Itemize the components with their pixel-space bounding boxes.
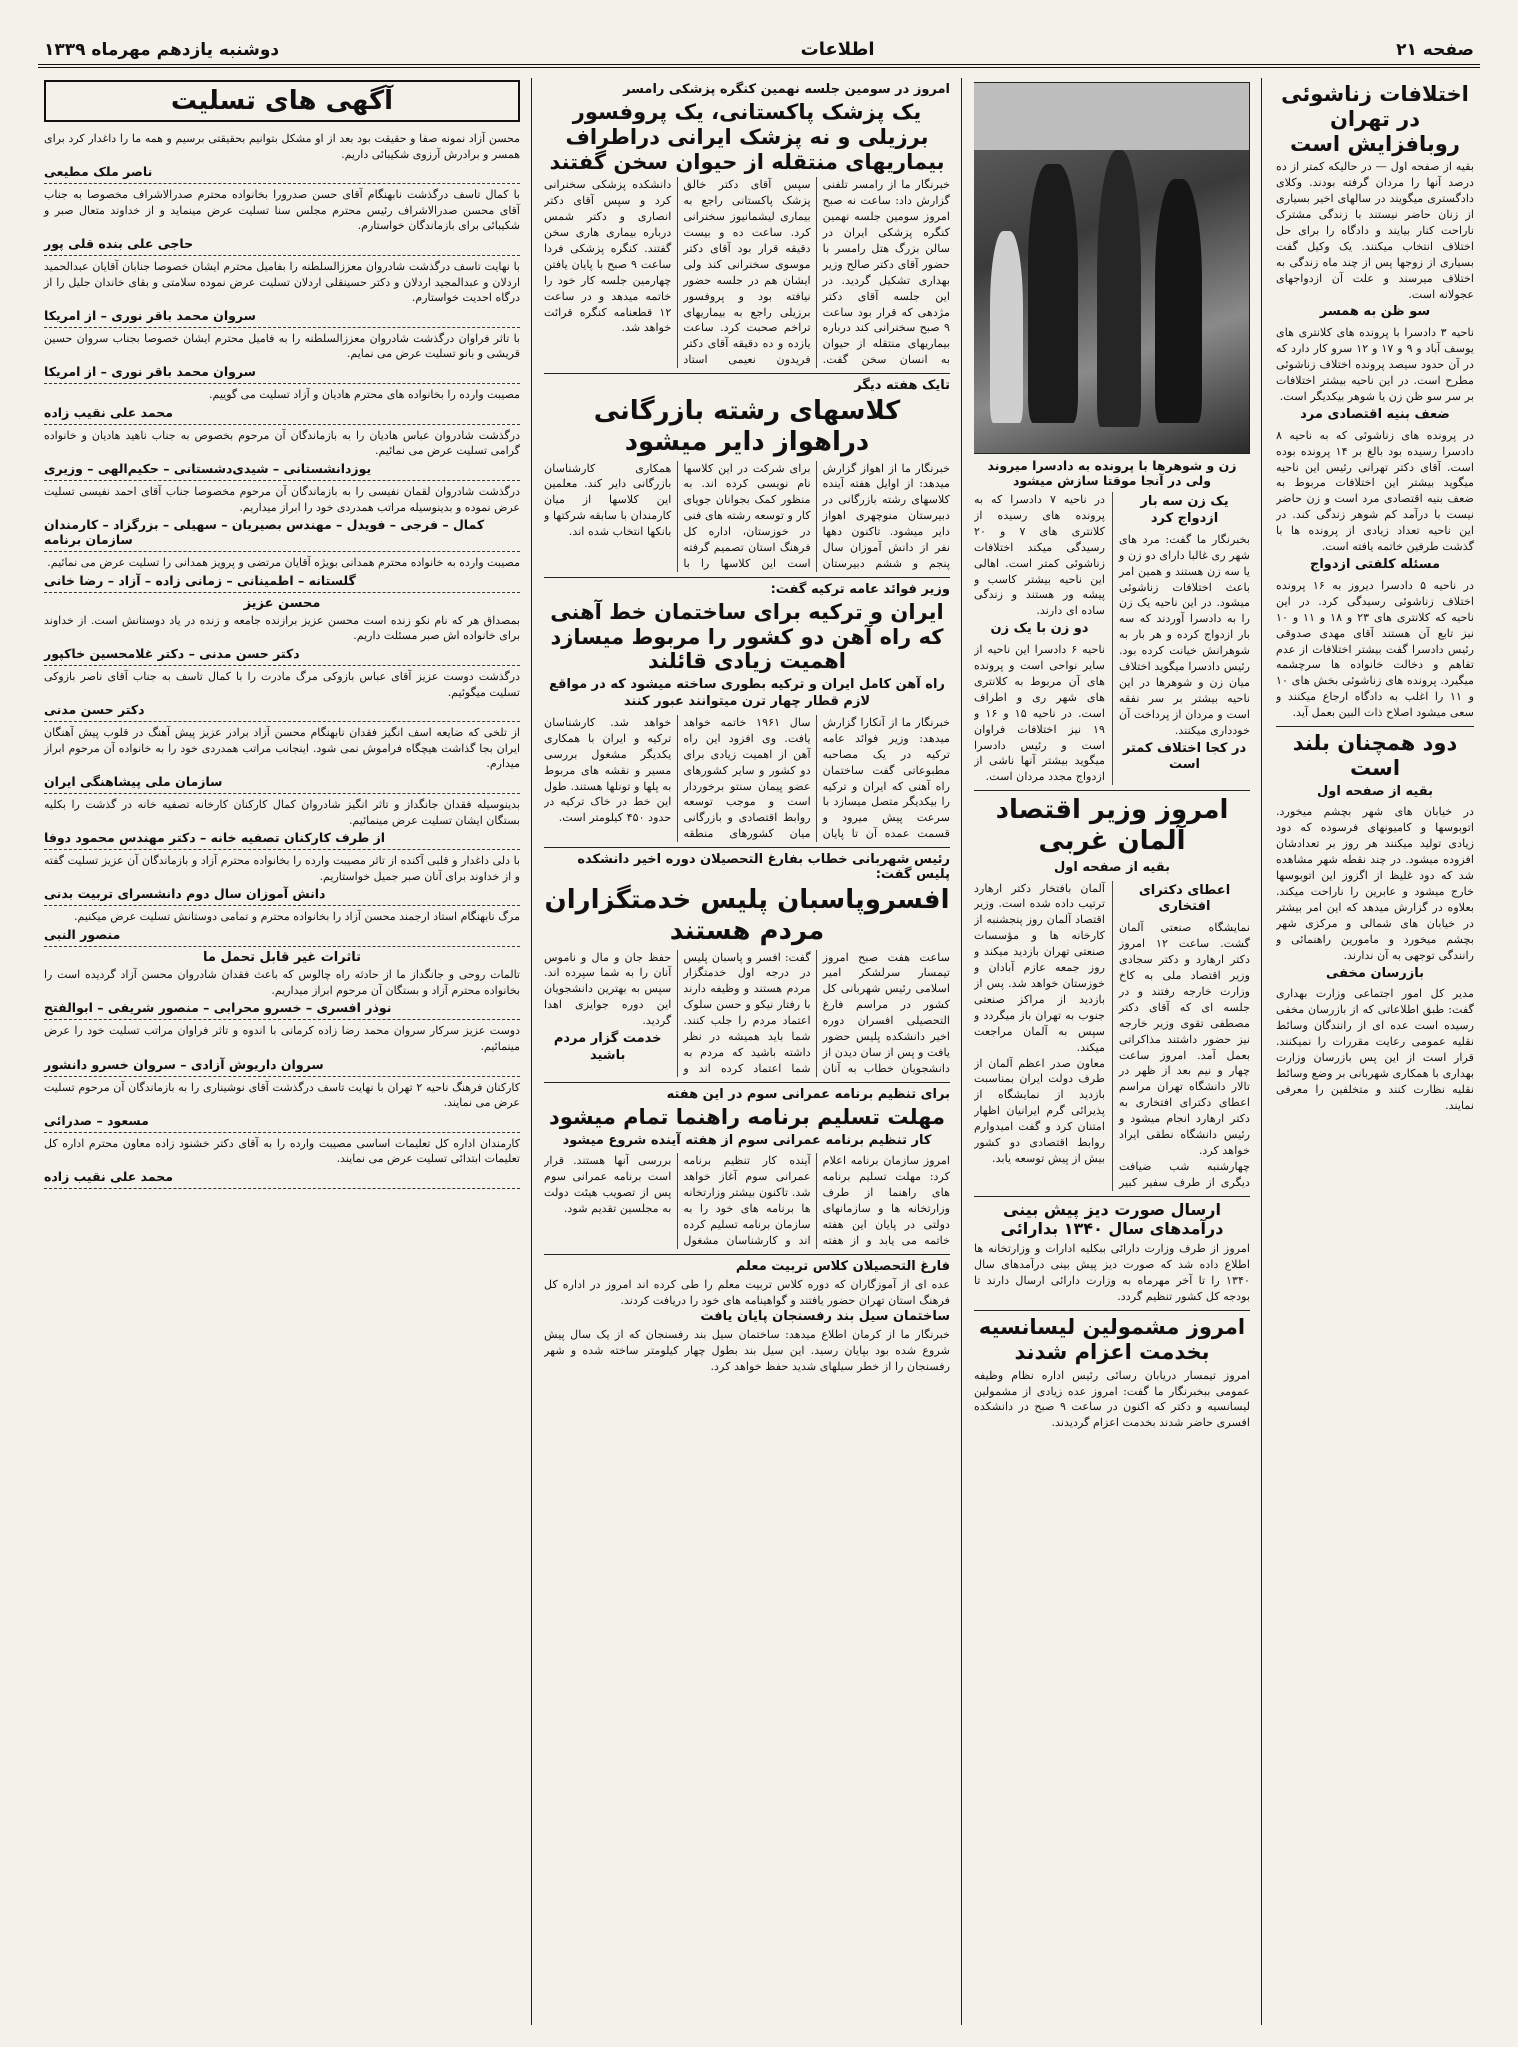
subheading: بازرسان مخفی	[1326, 965, 1424, 981]
condolence-notice	[44, 947, 520, 1020]
column-divider	[531, 78, 532, 2025]
kicker: امروز در سومین جلسه نهمین کنگره پزشکی رامسر	[623, 82, 950, 97]
article-text: ناحیه ۳ دادسرا با پرونده های کلانتری های یوسف آباد و ۹ و ۱۷ و ۱۲ سرو کار دارد که در آن حدود سیصد پرونده اختلاف زناشوئی مطرح است. در این ناحیه بیشتر اختلافات بر سر سو ظن زن یا شوهر بیکدیگر است.	[1276, 326, 1474, 403]
notice-text: با نهایت تاسف درگذشت شادروان معززالسلطنه را بفامیل محترم ایشان خصوصا جنابان آقایان عبدالحمید اردلان و عبدالمجید اردلان و دکتر حسینقلی اردلان تسلیت عرض نموده سلامتی و بقای خاندان جلیل را از درگاه احدیت خواستارم.	[44, 260, 520, 305]
article-text: ناحیه ۶ دادسرا این ناحیه از سایر نواحی است و پرونده های آن مربوط به کلانتری های شهر ری و اطراف است. در ناحیه ۱۵ و ۱۶ و ۱۹ نیز اختلافات فراوان است و رئیس دادسرا میگوید بیشتر آنها ناشی از ازدواج مجدد مردان است.	[974, 643, 1105, 784]
subheading: کار تنظیم برنامه عمرانی سوم از هفته آینده شروع میشود	[562, 1132, 932, 1148]
article-text: امروز از طرف وزارت دارائی ببکلیه ادارات و وزارتخانه ها اطلاع داده شد که صورت دیز پیش بینی درآمدهای سال ۱۳۴۰ را تا آخر مهرماه به وزارت دارائی ارسال دارند تا بودجه کل کشور تنظیم گردد.	[974, 1242, 1250, 1304]
issue-date: دوشنبه یازدهم مهرماه ۱۳۳۹	[44, 40, 280, 60]
notice-text: مصیبت وارده را بخانواده های محترم هادیان و آزاد تسلیت می گوییم.	[209, 388, 520, 402]
notice-text: بمصداق هر که نام نکو زنده است محسن عزیز برازنده جامعه و زنده در یاد دوستانش است. از خداوند برای خانواده اش صبر مسئلت داریم.	[44, 613, 520, 643]
article-text: در ناحیه ۵ دادسرا دیروز به ۱۶ پرونده اختلاف زناشوئی رسیدگی کرد. در این ناحیه که کلانتری های ۲۳ و ۱۸ و ۱۱ و ۱۰ نیز تابع آن هستند آقای مهدی صدوقی رئیس دادسرا گفت بیشتر اختلافات از عدم تفاهم و دخالت خانواده ها سرچشمه میگیرد. پرونده های زناشوئی بخش های ۱۰ و ۱۱ را اغلب به دادگاه ارجاع میکنند و سعی میشود اصلاح ذات البین بعمل آید.	[1276, 578, 1474, 720]
condolence-notice	[44, 128, 520, 184]
subheading: اعطای دکترای افتخاری	[1138, 882, 1231, 915]
column-marriage-disputes	[1270, 78, 1480, 2025]
subheading: سو ظن به همسر	[1319, 304, 1431, 320]
article-text: بقیه از صفحه اول — در حالیکه کمتر از ده درصد آنها را مردان گرفته بودند. وکلای دادگستری میگویند در سالهای اخیر بسیاری از زنان حاضر نیستند با زندگی مشترک ناراحت کنار بیایند و دادگاه را برای حل اختلاف انتخاب میکنند. یک وکیل گفت بسیاری از زوجها پس از چند ماه زندگی به اختلاف میرسند و علت آن ازدواجهای عجولانه است.	[1276, 160, 1474, 301]
notice-title: تاثرات غیر قابل تحمل ما	[202, 950, 361, 966]
condolence-notice	[44, 1020, 520, 1076]
article-text: خبرنگار ما از کرمان اطلاع میدهد: ساختمان سیل بند رفسنجان که از یک سال پیش شروع شده بود بپایان رسید. این سیل بند بطول چهار کیلومتر ساخته شده و شهر رفسنجان را از خطر سیلهای شدید حفظ خواهد کرد.	[544, 1327, 950, 1373]
subheading: دو زن با یک زن	[990, 621, 1089, 637]
kicker: فارغ التحصیلان کلاس تربیت معلم	[735, 1258, 950, 1274]
column-center-news	[538, 78, 956, 2025]
kicker: ساختمان سیل بند رفسنجان پایان یافت	[700, 1308, 950, 1324]
notice-signature: کمال – فرجی – فویدل – مهندس بصیریان – سهیلی – بزرگزاد – کارمندان سازمان برنامه	[44, 517, 485, 548]
notice-text: محسن آزاد نمونه صفا و حقیقت بود بعد از او مشکل بتوانیم بحقیقتی برسیم و همه ما را داغدار کرد برای همسر و برادرش آرزوی شکیبائی داریم.	[44, 132, 520, 161]
condolence-notice	[44, 425, 520, 481]
article-text: بخبرنگار ما گفت: مرد های شهر ری غالبا دارای دو زن و یا سه زن هستند و همین امر باعث اختلافات زناشوئی میشود. در این ناحیه یک زن را به دادسرا آوردند که سه بار ازدواج کرده و هر بار به شوهرانش خیانت کرده بود. رئیس دادسرا میگوید اختلاف میان زن و شوهرها در این ناحیه بیشتر بر سر نفقه است و مردان از پرداخت آن خودداری میکنند.	[1119, 532, 1250, 737]
paper-name: اطلاعات	[800, 39, 875, 60]
article-text: مدیر کل امور اجتماعی وزارت بهداری گفت: طبق اطلاعاتی که از بازرسان مخفی رسیده است عده ای از رانندگان وسائط نقلیه عمومی رعایت مقررات را نمیکنند. قرار است از این پس بازرسان وزارت بهداری با همکاری شهربانی بر وضع وسائط نقلیه نظارت کنند و متخلفین را معرفی نمایند.	[1276, 987, 1474, 1112]
condolence-notice	[44, 794, 520, 850]
notice-signature: مسعود – صدرائی	[44, 1112, 149, 1128]
notice-signature: دکتر حسن مدنی – دکتر غلامحسین خاکپور	[44, 645, 300, 661]
article-text: ساعت هفت صبح امروز تیمسار سرلشکر امیر اسلامی رئیس شهربانی کل کشور در مراسم فارغ التحصیلی افسران دوره اخیر دانشکده پلیس حضور یافت و پس از سان دیدن از دانشجویان خطاب به آنان گفت: افسر و پاسبان پلیس در درجه اول خدمتگزار مردم هستند و وظیفه دارند با رفتار نیکو و حسن سلوک اعتماد مردم را جلب کنند. شما باید همیشه در نظر داشته باشید که مردم به شما اعتماد کرده اند و حفظ جان و مال و ناموس آنان را به شما سپرده اند. سپس به بهترین دانشجویان این دوره جوایزی اهدا گردید.	[544, 950, 950, 1075]
article-text: امروز سازمان برنامه اعلام کرد: مهلت تسلیم برنامه های راهنما از طرف وزارتخانه ها و سازمانهای دولتی در پایان این هفته خاتمه می یابد و از هفته آینده کار تنظیم برنامه عمرانی سوم آغاز خواهد شد. تاکنون بیشتر وزارتخانه ها برنامه های خود را به سازمان برنامه تسلیم کرده اند و کارشناسان مشغول بررسی آنها هستند. قرار است برنامه عمرانی سوم پس از تصویب هیئت دولت به مجلسین تقدیم شود.	[544, 1154, 950, 1247]
notice-text: با دلی داغدار و قلبی آکنده از تاثر مصیبت وارده را بخانواده محترم آزاد و بازماندگان آن عزیز تسلیت گفته و از خداوند برای آنان صبر جمیل خواستاریم.	[44, 854, 520, 883]
headline-budget: ارسال صورت دیز پیش بینی درآمدهای سال ۱۳۴۰ بدارائی	[1000, 1199, 1224, 1238]
subheading: خدمت گزار مردم باشید	[553, 1031, 662, 1063]
notice-text: با کمال تاسف درگذشت نابهنگام آقای حسن صدرورا بخانواده محترم صدرالاشراف مخصوصا به جناب آقای محسن صدرالاشراف رئیس محترم مجلس سنا تسلیت عرض مینماید و از خداوند متعال صبر و شکیبائی برای بازماندگان خواستارم.	[44, 188, 520, 233]
headline-development-plan: مهلت تسلیم برنامه راهنما تمام میشود	[548, 1104, 946, 1129]
subheading: ضعف بنیه اقتصادی مرد	[1300, 406, 1450, 422]
notice-signature: نوذر افسری – خسرو محرابی – منصور شریفی – ابوالفتح	[44, 1000, 392, 1016]
subheading: یک زن سه بار ازدواج کرد	[1140, 494, 1229, 526]
notice-text: درگذشت شادروان عباس هادیان را به بازماندگان آن مرحوم بخصوص به جناب ناهید هادیان و خانواده گرامی تسلیت عرض می نمائیم.	[44, 428, 520, 458]
condolence-list	[44, 128, 520, 1189]
notice-signature: دانش آموزان سال دوم دانشسرای تربیت بدنی	[44, 886, 326, 902]
article-text: عده ای از آموزگاران که دوره کلاس تربیت معلم را طی کرده اند امروز در اداره کل فرهنگ استان تهران حضور یافتند و گواهینامه های خود را دریافت کردند.	[544, 1277, 950, 1307]
condolence-notice	[44, 722, 520, 794]
article-text: خبرنگار ما از آنکارا گزارش میدهد: وزیر فوائد عامه ترکیه در یک مصاحبه مطبوعاتی گفت ساختمان راه آهنی که ایران و ترکیه را بیکدیگر متصل میسازد با سرعت پیش میرود و قسمت عمده آن تا پایان سال ۱۹۶۱ خاتمه خواهد یافت. وی افزود این راه آهن از اهمیت زیادی برای دو کشور و سایر کشورهای عضو پیمان سنتو برخوردار است و موجب توسعه روابط اقتصادی و بازرگانی میان کشورهای منطقه خواهد شد. کارشناسان ترکیه و ایران با همکاری یکدیگر مشغول بررسی مسیر و نقشه های مربوط به پلها و تونلها هستند. طول این خط در خاک ترکیه در حدود ۴۵۰ کیلومتر است.	[544, 715, 950, 841]
column-condolences	[38, 78, 526, 2025]
news-photo	[974, 82, 1250, 454]
headline-railway: ایران و ترکیه برای ساختمان خط آهنی که راه آهن دو کشور را مربوط میسازد اهمیت زیادی قائلند	[550, 599, 944, 674]
headline-marriage-disputes: اختلافات زناشوئی در تهران روبافزایش است	[1281, 82, 1469, 156]
subheading: مسئله کلفتی ازدواج	[1309, 557, 1441, 573]
condolence-notice	[44, 593, 520, 666]
article-text: خبرنگار ما از اهواز گزارش میدهد: از اوایل هفته آینده کلاسهای رشته بازرگانی در دبیرستان منوچهری اهواز دایر میشود. تاکنون دهها نفر از دانش آموزان سال پنجم و ششم دبیرستان برای شرکت در این کلاسها نام نویسی کرده اند. به منظور کمک بجوانان جویای کار و توسعه رشته های فنی در خوزستان، اداره کل فرهنگ استان تصمیم گرفته است این کلاسها را با همکاری کارشناسان بازرگانی دایر کند. معلمین این کلاسها از میان کارمندان با سابقه شرکتها و بانکها انتخاب شده اند.	[544, 461, 950, 570]
notice-text: کارکنان فرهنگ ناحیه ۲ تهران با نهایت تاسف درگذشت آقای نوشیناری را به بازماندگان آن مرحوم تسلیت عرض می نمایند.	[44, 1080, 520, 1110]
condolence-notice	[44, 850, 520, 906]
article-text: معاون صدر اعظم آلمان از طرف دولت ایران بمناسبت بازدید از نمایشگاه از پذیرائی گرم ایرانیان اظهار امتنان کرد و گفت امیدوارم روابط اقتصادی دو کشور بیش از پیش توسعه یابد.	[974, 1056, 1105, 1165]
notice-signature: حاجی علی بنده قلی پور	[44, 236, 194, 252]
condolence-notice	[44, 552, 520, 593]
notice-text: با تاثر فراوان درگذشت شادروان معززالسلطنه را به فامیل محترم ایشان خصوصا بجناب سروان حسین قریشی و بانو تسلیت عرض می نمایم.	[44, 331, 520, 361]
notice-signature: دکتر حسن مدنی	[44, 702, 145, 718]
notice-text: درگذشت شادروان لقمان نفیسی را به بازماندگان آن مرحوم مخصوصا جناب آقای احمد نفیسی تسلیت عرض نموده و بدینوسیله مراتب همدردی خود را ابراز میداریم.	[44, 484, 520, 514]
notice-signature: گلستانه – اطمینانی – زمانی زاده – آزاد – رضا خانی	[44, 572, 356, 588]
headline-german-minister: امروز وزیر اقتصاد آلمان غربی	[995, 795, 1229, 856]
kicker: رئیس شهربانی خطاب بفارغ التحصیلان دوره اخیر دانشکده پلیس گفت:	[577, 852, 950, 883]
condolence-notice	[44, 384, 520, 425]
notice-signature: محمد علی نقیب زاده	[44, 404, 173, 420]
condolence-notice	[44, 1133, 520, 1189]
condolence-notice	[44, 906, 520, 947]
article-text: چهارشنبه شب ضیافت دیگری از طرف سفیر کبیر آلمان بافتخار دکتر ارهارد ترتیب داده شده است. وزیر اقتصاد آلمان روز پنجشنبه از کارخانه ها و مؤسسات صنعتی تهران بازدید میکند و روز جمعه عازم آبادان و خوزستان خواهد شد. پس از بازدید از مراکز صنعتی جنوب به تهران باز میگردد و سپس به آلمان مراجعت میکند.	[974, 881, 1250, 1189]
condolences-banner: آگهی های تسلیت	[44, 80, 520, 122]
notice-signature: سروان محمد باقر نوری – از امریکا	[44, 364, 256, 380]
kicker: تایک هفته دیگر	[854, 378, 950, 394]
notice-signature: منصور النبی	[44, 927, 121, 943]
page-number: صفحه ۲۱	[1396, 40, 1474, 60]
notice-text: مرگ نابهنگام استاد ارجمند محسن آزاد را بخانواده محترم و تمامی دوستانش تسلیت عرض میکنیم.	[74, 910, 520, 924]
notice-signature: یوزدانشستانی – شیدی‌دشستانی – حکیم‌الهی – وزیری	[44, 460, 372, 476]
notice-signature: محمد علی نقیب زاده	[44, 1168, 173, 1184]
headline-medical-congress: یک پزشک پاکستانی، یک پروفسور برزیلی و نه پزشک ایرانی دراطراف بیماریهای منتقله از حیوان سخن گفتند	[549, 100, 945, 174]
kicker: وزیر فوائد عامه ترکیه گفت:	[770, 581, 950, 597]
article-text: امروز تیمسار دریابان رسائی رئیس اداره نظام وظیفه عمومی ببخبرنگار ما گفت: امروز عده زیادی از مشمولین لیسانسیه و دکتر که اکنون در ساعت ۹ صبح در دانشکده افسری حاضر شدند بخدمت اعزام گردیدند.	[974, 1368, 1250, 1430]
headline-conscripts: امروز مشمولین لیسانسیه بخدمت اعزام شدند	[978, 1315, 1246, 1364]
condolence-notice	[44, 666, 520, 722]
notice-text: بدینوسیله فقدان جانگداز و تاثر انگیز شادروان کمال کارکنان کارخانه تصفیه خانه در گذشت را بکلیه بستگان ایشان تسلیت عرض مینمائیم.	[44, 798, 520, 827]
notice-text: از تلخی که ضایعه اسف انگیز فقدان نابهنگام محسن آزاد برادر عزیز پیش آهنگ در قلوب پیش آهنگان ایران بجا گذاشت هیچگاه فراموش نمی شود. اینجانب مراتب همدردی خود را به خانواده آن مرحوم ابراز میدارم.	[44, 726, 520, 771]
article-text: در خیابان های شهر بچشم میخورد. اتوبوسها و کامیونهای فرسوده که دود زیادی تولید میکنند هر روز بر تعدادشان افزوده میشود. در چند نقطه شهر مشاهده شد که دود غلیظ از اگزوز این اتوبوسها خارج میشود و عابرین را ناراحت میکند. بعلاوه در گزارش میدهد که این امر بیشتر در خیابان های شمالی و مرکزی شهر بچشم میخورد و مامورین راهنمائی و رانندگی توجهی به آن ندارند.	[1276, 805, 1474, 962]
condolence-notice	[44, 1077, 520, 1133]
headline-commerce-classes: کلاسهای رشته بازرگانی دراهواز دایر میشود	[593, 396, 901, 457]
article-text: در پرونده های زناشوئی که به ناحیه ۸ دادسرا رسیده بود بالغ بر ۱۴ پرونده بوده است. آقای دکتر تهرانی رئیس این ناحیه میگوید بیشتر این اختلافات مربوط به ضعف بنیه اقتصادی مرد است و زن حاضر نیست با درآمد کم شوهر زندگی کند. در این ناحیه تعداد زیادی از پرونده ها با گذشت طرفین خاتمه یافته است.	[1276, 428, 1474, 554]
column-divider	[1261, 78, 1262, 2025]
headline-police: افسروپاسبان پلیس خدمتگزاران مردم هستند	[544, 885, 950, 946]
article-text: در ناحیه ۷ دادسرا که به پرونده های رسیده از کلانتری های ۷ و ۲۰ رسیدگی میکند اختلافات زناشوئی کمتر است. اهالی این ناحیه بیشتر کاسب و پیشه ور هستند و زندگی ساده ای دارند.	[974, 493, 1105, 618]
notice-signature: سروان محمد باقر نوری – از امریکا	[44, 307, 256, 323]
notice-signature: سروان داریوش آزادی – سروان خسرو دانشور	[44, 1056, 324, 1072]
photo-caption: زن و شوهرها با پرونده به دادسرا میروند ولی در آنجا موقتا سازش میشود	[987, 458, 1237, 488]
condolence-notice	[44, 184, 520, 256]
subheading: در کجا اختلاف کمتر است	[1122, 740, 1247, 773]
column-divider	[961, 78, 962, 2025]
notice-signature: از طرف کارکنان تصفیه خانه – دکتر مهندس محمود دوفا	[44, 830, 386, 846]
notice-title: محسن عزیز	[243, 595, 321, 611]
condolence-notice	[44, 328, 520, 384]
subheading: بقیه از صفحه اول	[1054, 859, 1170, 875]
column-photo-economy	[968, 78, 1256, 2025]
kicker: برای تنظیم برنامه عمرانی سوم در این هفته	[666, 1086, 950, 1102]
notice-text: درگذشت دوست عزیز آقای عباس بازوکی مرگ مادرت را با کمال تاسف به جناب آقای ناصر بازوکی تسلیت میگوئیم.	[44, 669, 520, 699]
notice-text: مصیبت وارده به خانواده محترم همدانی بویژه آقایان مرتضی و پرویز همدانی را تسلیت عرض می نمائیم.	[47, 556, 520, 570]
notice-signature: ناصر ملک مطیعی	[44, 164, 153, 180]
subheading: راه آهن کامل ایران و ترکیه بطوری ساخته میشود که در مواقع لازم قطار چهار ترن میتوانند عبور کنند	[549, 677, 945, 710]
article-text: خبرنگار ما از رامسر تلفنی گزارش داد: ساعت نه صبح امروز سومین جلسه نهمین کنگره پزشکی ایران در سالن بزرگ هتل رامسر با حضور آقای دکتر صالح وزیر بهداری تشکیل گردید. در این جلسه آقای دکتر مژدهی که قرار بود ساعت ۹ صبح سخنرانی کند درباره بیماریهای منتقله از حیوان به انسان سخن گفت. سپس آقای دکتر خالق پزشک پاکستانی راجع به بیماری لیشمانیوز سخنرانی کرد. ساعت ده و بیست دقیقه قرار بود آقای دکتر موسوی سخنرانی کند ولی ایشان هم در جلسه حضور نیافته بود و پروفسور برزیلی راجع به بیماریهای تراخم صحبت کرد. ساعت یازده و ده دقیقه آقای دکتر فریدون نعیمی استاد دانشکده پزشکی سخنرانی کرد و سپس آقای دکتر انصاری و دکتر شمس درباره بیماری هاری سخن گفتند. کنگره پزشکی فردا ساعت ۹ صبح با پایان یافتن چهارمین جلسه کار خود را خاتمه میدهد و در ساعت ۱۲ قطعنامه کنگره قرائت خواهد شد.	[544, 178, 950, 367]
headline-smoke: دود همچنان بلند است	[1292, 731, 1458, 780]
notice-text: تالمات روحی و جانگداز ما از حادثه راه چالوس که باعث فقدان شادروان محسن آزاد گردیده است را بخانواده محترم آزاد و بستگان آن مرحوم ابراز میداریم.	[44, 968, 520, 997]
masthead	[38, 30, 1480, 68]
condolence-notice	[44, 481, 520, 552]
notice-signature: سازمان ملی پیشاهنگی ایران	[44, 774, 223, 790]
notice-text: کارمندان اداره کل تعلیمات اساسی مصیبت وارده را به آقای دکتر خشنود زاده معاون محترم اداره کل تعلیمات ابتدائی تسلیت عرض می نمایند.	[44, 1136, 520, 1166]
condolence-notice	[44, 256, 520, 328]
subheading: بقیه از صفحه اول	[1317, 783, 1433, 799]
article-text: نمایشگاه صنعتی آلمان گشت. ساعت ۱۲ امروز دکتر ارهارد و دکتر سجادی وزیر اقتصاد ملی به کاخ وزارت خارجه رفتند و در جلسه ای که آقای دکتر مصطفی تقوی وزیر خارجه نیز حضور داشتند مذاکراتی بعمل آمد. امروز ساعت چهار و نیم بعد از ظهر در تالار دانشگاه تهران مراسم اعطای دکترای افتخاری به دکتر ارهارد انجام میشود و رئیس دانشگاه نطقی ایراد خواهد کرد.	[1119, 921, 1250, 1157]
notice-text: دوست عزیز سرکار سروان محمد رضا زاده کرمانی با اندوه و تاثر فراوان مراتب تسلیت خود را عرض مینمائیم.	[44, 1024, 520, 1053]
